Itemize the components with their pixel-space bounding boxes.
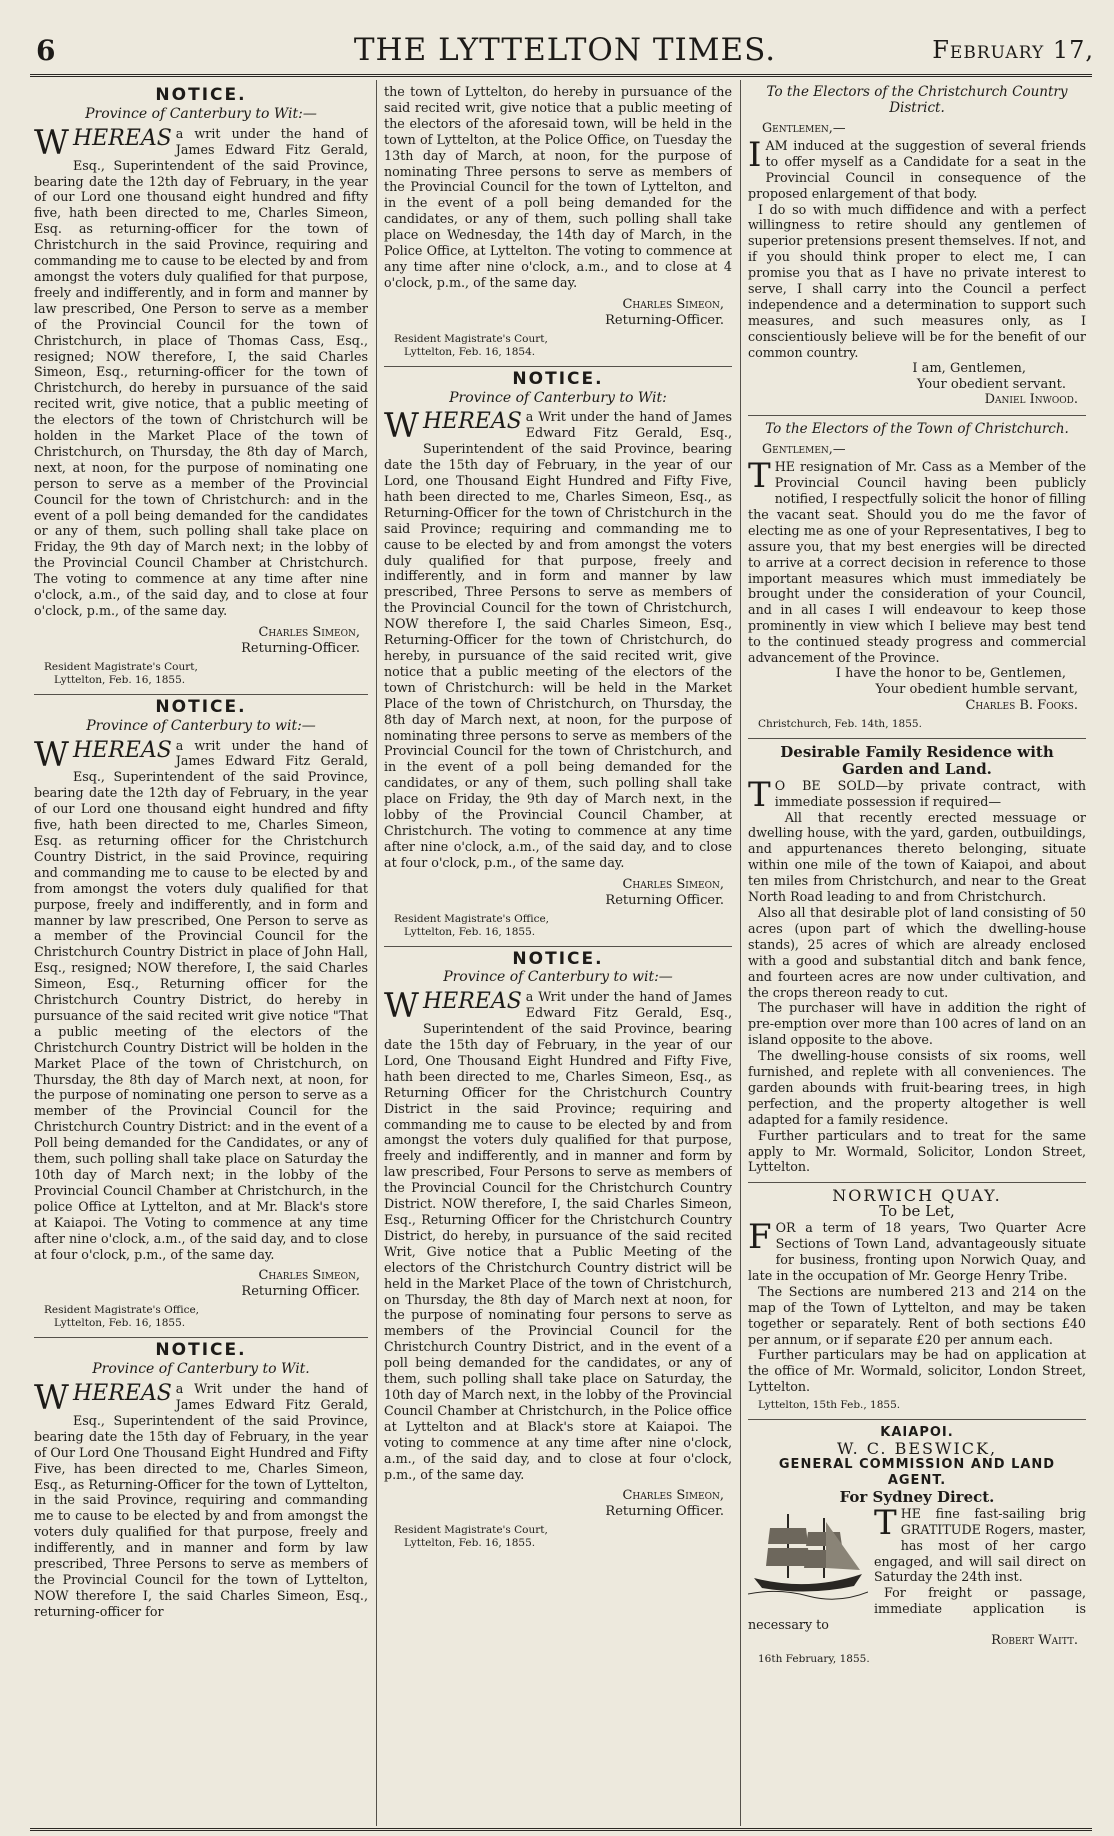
- signature: Daniel Inwood.: [984, 392, 1078, 408]
- letter-body: THE resignation of Mr. Cass as a Member of the Provincial Council having been publicly notified, I respectfully solicit the honor of filling the vacant seat. Should you do me the favor of electing me as one of your Representatives, I beg to assure you, that my best energies will be directed to arrive at a correct decision in reference to those important measures which must immediately be brought under the consideration of your Council, and in all cases I will endeavour to keep those prominently in view which I believe may best tend to the continued steady progress and commercial advancement of the Province.: [748, 456, 1086, 666]
- notice-body: W HEREAS a writ under the hand of James Edward Fitz Gerald, Esq., Superintendent of the said Province, bearing date the 12th day of February, in the year of our Lord one thousand eight hundred and fifty five, hath been directed to me, Charles Simeon, Esq. as returning-officer for the town of Christchurch in the said Province, requiring and commanding me to cause to be elected by and from amongst the voters duly qualified for that purpose, freely and indifferently, and in form and manner by law prescribed, One Person to serve as a member of the Provincial Council for the town of Christchurch, in place of Thomas Cass, Esq., resigned; NOW therefore, I, the said Charles Simeon, Esq., returning-officer for the town of Christchurch, do hereby in pursuance of the said recited writ, give notice, that a public meeting of the electors of the town of Christchurch will be holden in the Market Place of the town of Christchurch, on Thursday, the 8th day of March, next, at noon, for the purpose of nominating one person to serve as a member of the Provincial Council for the town of Christchurch: and in the event of a poll being demanded for the candidates or any of them, such polling shall take place on Friday, the 9th day of March next; in the lobby of the Provincial Council Chamber at Christchurch. The voting to commence at any time after nine o'clock, a.m., of the said day, and to close at four o'clock, p.m., of the same day.: [34, 122, 368, 618]
- advert-trade: GENERAL COMMISSION AND LAND AGENT.: [778, 1456, 1056, 1488]
- notice-province: Province of Canterbury to Wit:—: [85, 105, 317, 122]
- notice-office: Resident Magistrate's Court,: [394, 1524, 548, 1537]
- notice-heading: NOTICE.: [155, 85, 247, 105]
- letter-date: Christchurch, Feb. 14th, 1855.: [758, 717, 922, 730]
- signature: Charles Simeon,: [622, 876, 724, 892]
- divider: [748, 1182, 1086, 1183]
- column-1: [34, 84, 368, 1824]
- column-2: [384, 84, 732, 1824]
- notice-lyttelton: [34, 1340, 368, 1619]
- notice-office: Resident Magistrate's Office,: [394, 912, 550, 925]
- signature-role: Returning-Officer.: [605, 312, 724, 328]
- signature-role: Returning Officer.: [241, 1284, 360, 1300]
- notice-date: Lyttelton, Feb. 16, 1855.: [54, 673, 186, 686]
- letter-body: IAM induced at the suggestion of several friends to offer myself as a Candidate for a seat in the Provincial Council in consequence of the proposed enlargement of that body.: [748, 134, 1086, 201]
- advert-body: Also all that desirable plot of land consisting of 50 acres (upon part of which the dwelling-house stands), 25 acres of which are already enclosed with a good and substantial ditch and bank fence, and fourteen acres are now under cultivation, and the crops thereon ready to cut.: [748, 904, 1086, 1000]
- notice-body: W HEREAS a Writ under the hand of James Edward Fitz Gerald, Esq., Superintendent of the said Province, bearing date the 15th day of February, in the year of Our Lord One Thousand Eight Hundred and Fifty Five, has been directed to me, Charles Simeon, Esq., as Returning-Officer for the town of Lyttelton, in the said Province, requiring and commanding me to cause to be elected by and from amongst the voters duly qualified for that purpose, freely and indifferently, and in manner and form by law prescribed, Three Persons to serve as members of the Provincial Council for the town of Lyttelton, NOW therefore I, the said Charles Simeon, Esq., returning-officer for: [34, 1378, 368, 1619]
- column-divider: [376, 80, 377, 1826]
- address-heading: To the Electors of the Town of Christchurch.: [765, 421, 1069, 438]
- advert-date: Lyttelton, 15th Feb., 1855.: [758, 1399, 901, 1412]
- beswick-advert: [748, 1425, 1086, 1666]
- fooks-address: [748, 421, 1086, 730]
- signature-role: Returning Officer.: [605, 892, 724, 908]
- issue-date: February 17,: [932, 36, 1094, 64]
- notice-date: Lyttelton, Feb. 16, 1855.: [404, 1537, 536, 1550]
- divider: [34, 1337, 368, 1338]
- advert-subtitle: To be Let,: [879, 1202, 955, 1221]
- notice-province: Province of Canterbury to Wit.: [92, 1361, 310, 1378]
- notice-body: W HEREAS a writ under the hand of James Edward Fitz Gerald, Esq., Superintendent of the said Province, bearing date the 12th day of February, in the year of our Lord one thousand eight hundred and fifty five, hath been directed to me, Charles Simeon, Esq. as returning officer for the Christchurch Country District, in the said Province, requiring and commanding me to cause to be elected by and from amongst the voters duly qualified for that purpose, freely and indifferently, and in form and manner by law prescribed, One Person to serve as a member of the Provincial Council for the Christchurch Country District in place of John Hall, Esq., resigned; NOW therefore, I, the said Charles Simeon, Esq., Returning officer for the Christchurch Country District, do hereby in pursuance of the said recited writ give notice "That a public meeting of the electors of the Christchurch Country District will be holden in the Market Place of the town of Christchurch, on Thursday, the 8th day of March next, at noon, for the purpose of nominating one person to serve as a member of the Provincial Council for the Christchurch Country District: and in the event of a Poll being demanded for the Candidates, or any of them, such polling shall take place on Saturday the 10th day of March next; in the lobby of the Provincial Council Chamber at Christchurch, in the police Office at Lyttelton, and at Mr. Black's store at Kaiapoi. The Voting to commence at any time after nine o'clock, a.m., of the said day, and to close at four o'clock, p.m., of the same day.: [34, 734, 368, 1262]
- advert-body: All that recently erected messuage or dwelling house, with the yard, garden, outbuildings, and appurtenances thereto belonging, situate within one mile of the town of Kaiapoi, and about ten miles from Christchurch, and near to the Great North Road leading to and from Christchurch.: [748, 809, 1086, 905]
- advert-body: Further particulars may be had on application at the office of Mr. Wormald, solicitor, London Street, Lyttelton.: [748, 1347, 1086, 1395]
- advert-body: Further particulars and to treat for the same apply to Mr. Wormald, Solicitor, London Street, Lyttelton.: [748, 1127, 1086, 1175]
- advert-body: The Sections are numbered 213 and 214 on the map of the Town of Lyttelton, and may be taken together or separately. Rent of both sections £40 per annum, or if separate £20 per annum each.: [748, 1283, 1086, 1347]
- notice-date: Lyttelton, Feb. 16, 1854.: [404, 345, 536, 358]
- advert-subtitle: For Sydney Direct.: [839, 1487, 995, 1506]
- closing: I have the honor to be, Gentlemen,: [835, 666, 1066, 681]
- advert-town: KAIAPOI.: [880, 1425, 954, 1441]
- signature: Charles Simeon,: [622, 296, 724, 312]
- notice-christchurch-three-persons: [384, 368, 732, 939]
- signature: Robert Waitt.: [991, 1633, 1078, 1649]
- page-number: 6: [36, 34, 56, 67]
- notice-body: W HEREAS a Writ under the hand of James Edward Fitz Gerald, Esq., Superintendent of the said Province, bearing date the 15th day of February, in the year of our Lord, one Thousand Eight Hundred and Fifty Five, hath been directed to me, Charles Simeon, Esq., as Returning-Officer for the town of Christchurch in the said Province; requiring and commanding me to cause to be elected by and from amongst the voters duly qualified for that purpose, freely and indifferently, and in form and manner by law prescribed, Three Persons to serve as members of the Provincial Council for the town of Christchurch, NOW therefore I, the said Charles Simeon, Esq., Returning-Officer for the town of Christchurch, do hereby, in pursuance of the said recited writ, give notice that a public meeting of the electors of the town of Christchurch: will be held in the Market Place of the town of Christchurch, on Thursday, the 8th day of March next, at noon, for the purpose of nominating three persons to serve as members of the Provincial Council for the town of Christchurch, and in the event of a poll being demanded for the candidates, or any of them, such polling shall take place on Friday, the 9th day of March next, in the lobby of the Provincial Council Chamber, at Christchurch. The voting to commence at any time after nine o'clock, a.m., of the said day, and to close at four o'clock, p.m., of the same day.: [384, 406, 732, 870]
- closing: Your obedient servant.: [916, 376, 1066, 392]
- advert-title: NORWICH QUAY.: [832, 1186, 1002, 1206]
- signature-role: Returning-Officer.: [241, 640, 360, 656]
- notice-office: Resident Magistrate's Court,: [394, 332, 548, 345]
- residence-advert: [748, 744, 1086, 1176]
- advert-body: The purchaser will have in addition the right of pre-emption over more than 100 acres of land on an island opposite to the above.: [748, 1000, 1086, 1048]
- inwood-address: [748, 84, 1086, 408]
- notice-body: the town of Lyttelton, do hereby in pursuance of the said recited writ, give notice that a public meeting of the electors of the aforesaid town, will be held in the town of Lyttelton, at the Police Office, on Tuesday the 13th day of March, at noon, for the purpose of nominating Three persons to serve as members of the Provincial Council for the town of Lyttelton, and in the event of a poll being demanded for the candidates, or any of them, such polling shall take place on Wednesday, the 14th day of March, in the Police Office, at Lyttelton. The voting to commence at any time after nine o'clock, a.m., and to close at 4 o'clock, p.m., of the same day.: [384, 84, 732, 290]
- advert-body: The dwelling-house consists of six rooms, well furnished, and replete with all conveniences. The garden abounds with fruit-bearing trees, in high perfection, and the property altogether is well adapted for a family residence.: [748, 1048, 1086, 1127]
- signature-role: Returning Officer.: [605, 1504, 724, 1520]
- salutation: Gentlemen,—: [762, 441, 846, 457]
- advert-title: Desirable Family Residence with Garden and Land.: [780, 742, 1054, 778]
- notice-christchurch-town: [34, 85, 368, 687]
- salutation: Gentlemen,—: [762, 120, 846, 135]
- notice-date: Lyttelton, Feb. 16, 1855.: [54, 1317, 186, 1330]
- divider: [384, 366, 732, 367]
- divider: [748, 1419, 1086, 1420]
- masthead: [36, 30, 1094, 70]
- notice-heading: NOTICE.: [155, 1340, 247, 1361]
- divider: [34, 694, 368, 695]
- advert-name: W. C. BESWICK,: [836, 1439, 998, 1459]
- ship-illustration: [748, 1508, 868, 1600]
- advert-date: 16th February, 1855.: [758, 1652, 870, 1665]
- notice-body: W HEREAS a Writ under the hand of James Edward Fitz Gerald, Esq., Superintendent of the said Province, bearing date the 15th day of February, in the year of our Lord, One Thousand Eight Hundred and Fifty Five, hath been directed to me, Charles Simeon, Esq., as Returning Officer for the Christchurch Country District in the said Province; requiring and commanding me to cause to be elected by and from amongst the voters duly qualified for that purpose, freely and indifferently, and in manner and form by law prescribed, Four Persons to serve as members of the Provincial Council for the Christchurch Country District. NOW therefore, I, the said Charles Simeon, Esq., Returning Officer for the Christchurch Country District, do hereby, in pursuance of the said recited Writ, Give notice that a Public Meeting of the electors of the Christchurch Country district will be held in the Market Place of the town of Christchurch, on Thursday, the 8th day of March next at noon, for the purpose of nominating four persons to serve as members of the Provincial Council for the Christchurch Country District, and in the event of a poll being demanded for the candidates, or any of them, such polling shall take place on Saturday, the 10th day of March next, in the lobby of the Provincial Council Chamber at Christchurch, in the Police office at Lyttelton and at Black's store at Kaiapoi. The voting to commence at any time after nine o'clock, a.m., of the said day, and to close at four o'clock, p.m., of the same day.: [384, 986, 732, 1482]
- notice-province: Province of Canterbury to wit:—: [86, 717, 316, 734]
- signature: Charles Simeon,: [258, 624, 360, 640]
- divider: [748, 415, 1086, 416]
- closing: Your obedient humble servant,: [875, 681, 1078, 697]
- notice-office: Resident Magistrate's Office,: [44, 1304, 200, 1317]
- advert-body: THE fine fast-sailing brig GRATITUDE Rogers, master, has most of her cargo engaged, and will sail direct on Saturday the 24th inst.: [874, 1502, 1086, 1585]
- notice-province: Province of Canterbury to Wit:: [449, 389, 667, 406]
- bottom-rule: [30, 1828, 1092, 1831]
- address-heading: To the Electors of the Christchurch Country District.: [766, 84, 1068, 116]
- signature: Charles Simeon,: [622, 1488, 724, 1504]
- divider: [384, 946, 732, 947]
- notice-country-four-persons: [384, 948, 732, 1551]
- notice-office: Resident Magistrate's Court,: [44, 660, 198, 673]
- column-3: [748, 84, 1086, 1824]
- notice-date: Lyttelton, Feb. 16, 1855.: [404, 925, 536, 938]
- signature: Charles Simeon,: [258, 1268, 360, 1284]
- newspaper-title: THE LYTTELTON TIMES.: [353, 32, 777, 68]
- advert-body: For freight or passage, immediate application is necessary to: [748, 1585, 1086, 1633]
- notice-heading: NOTICE.: [512, 368, 604, 389]
- notice-province: Province of Canterbury to wit:—: [443, 969, 673, 986]
- masthead-rule: [30, 74, 1092, 77]
- divider: [748, 738, 1086, 739]
- signature: Charles B. Fooks.: [965, 697, 1078, 713]
- letter-body: I do so with much diffidence and with a perfect willingness to retire should any gentlemen of superior pretensions present themselves. If not, and if you should think proper to elect me, I can promise you that as I have no private interest to serve, I shall carry into the Council a perfect independence and a determination to support such measures, and such measures only, as I conscientiously believe will be for the benefit of our common country.: [748, 201, 1086, 360]
- advert-body: T O BE SOLD—by private contract, with immediate possession if required—: [748, 774, 1086, 815]
- notice-heading: NOTICE.: [512, 948, 604, 969]
- closing: I am, Gentlemen,: [912, 360, 1026, 376]
- notice-christchurch-country: [34, 696, 368, 1331]
- column-divider: [740, 80, 741, 1826]
- norwich-quay-advert: [748, 1188, 1086, 1412]
- notice-lyttelton-continued: [384, 84, 732, 359]
- notice-heading: NOTICE.: [155, 696, 247, 717]
- advert-body: FOR a term of 18 years, Two Quarter Acre Sections of Town Land, advantageously situate for business, fronting upon Norwich Quay, and late in the occupation of Mr. George Henry Tribe.: [748, 1217, 1086, 1283]
